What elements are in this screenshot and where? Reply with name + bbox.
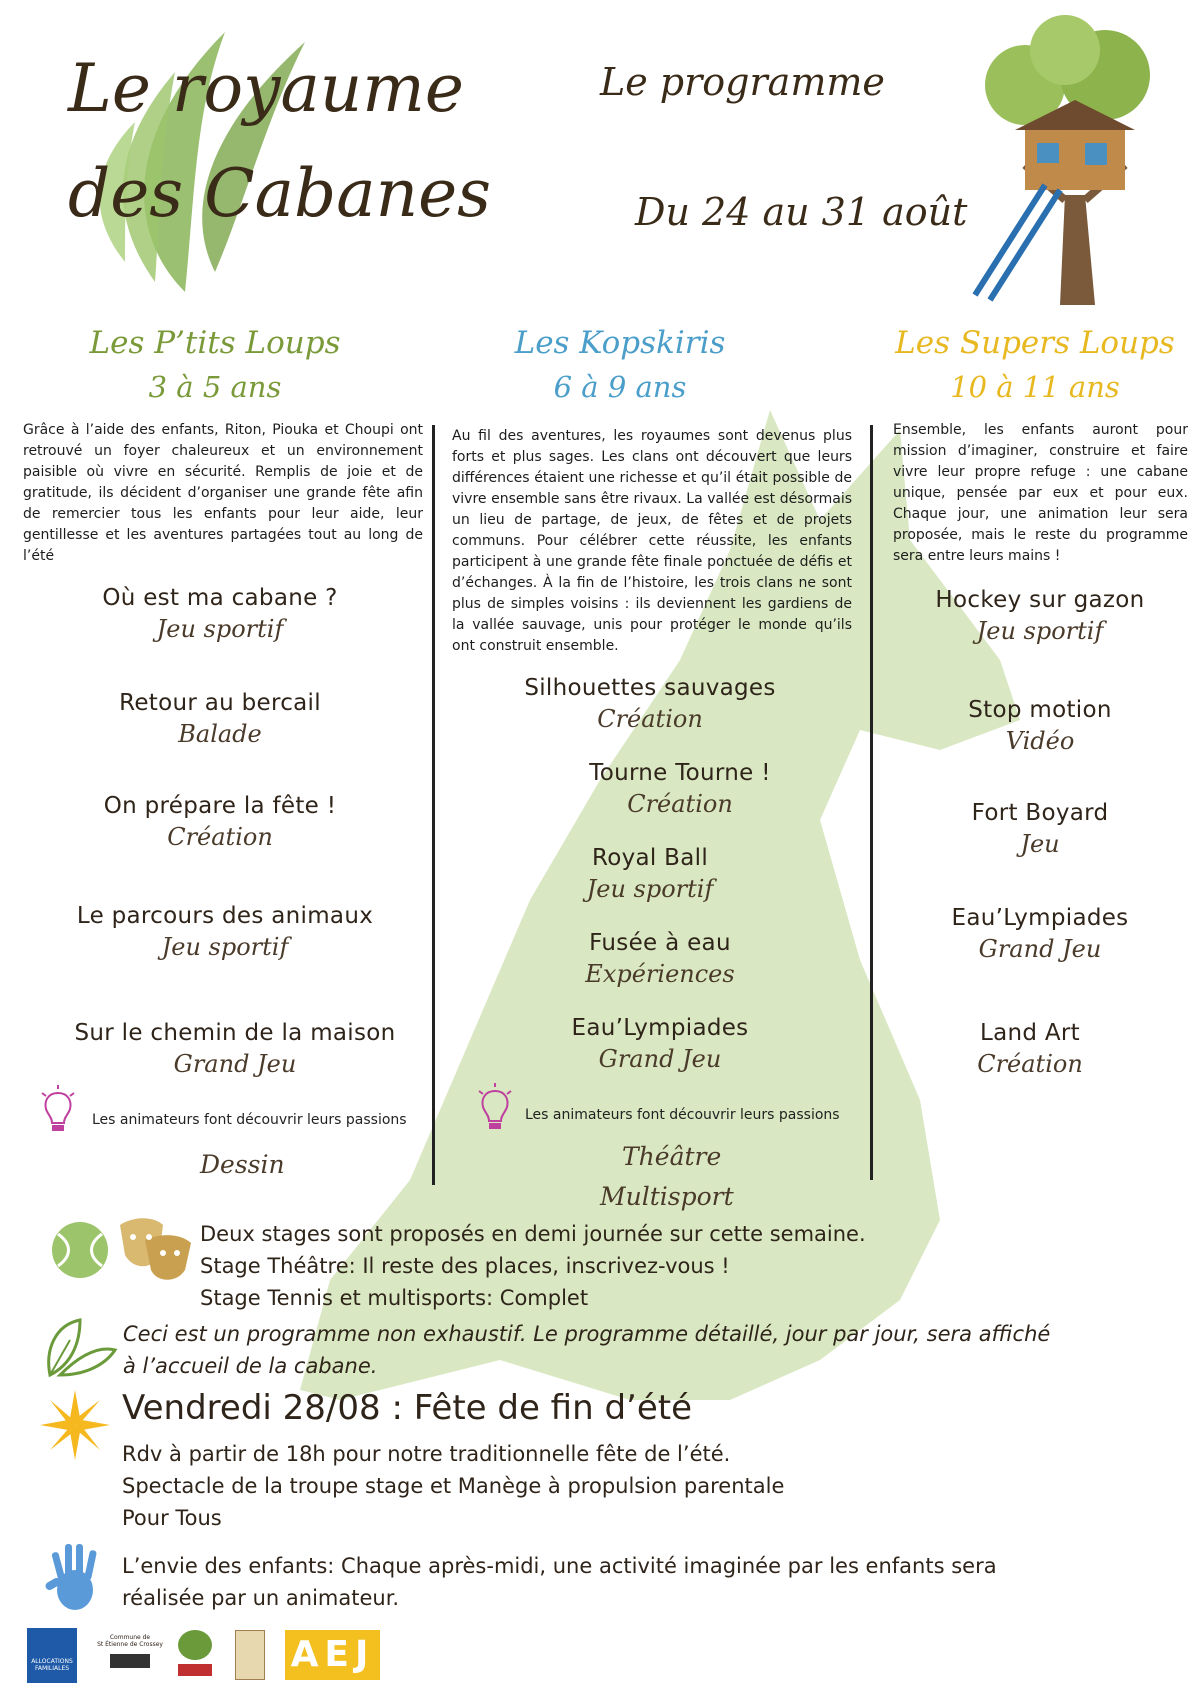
event-line-3: Pour Tous [122,1506,222,1530]
column-1-age: 3 à 5 ans [148,370,282,404]
stages-line-2: Stage Théâtre: Il reste des places, inscrivez-vous ! [200,1254,730,1278]
theater-masks-icon [115,1215,195,1285]
column-3-age: 10 à 11 ans [950,370,1120,404]
activity-item: On prépare la fête ! Création [103,793,337,851]
activity-item: Stop motion Vidéo [968,697,1112,755]
passion-item: Multisport [600,1182,734,1211]
dates: Du 24 au 31 août [635,190,968,234]
column-3-title: Les Supers Loups [895,325,1175,361]
activity-item: Eau’Lympiades Grand Jeu [571,1015,749,1073]
activity-item: Retour au bercail Balade [119,690,321,748]
main-title-line1: Le royaume [68,50,464,127]
activity-item: Royal Ball Jeu sportif [586,845,714,903]
kids-wish-line-2: réalisée par un animateur. [122,1586,400,1610]
activity-item: Le parcours des animaux Jeu sportif [76,903,374,961]
activity-item: Sur le chemin de la maison Grand Jeu [74,1020,396,1078]
column-divider [432,425,435,1185]
subtitle: Le programme [600,60,885,104]
event-line-2: Spectacle de la troupe stage et Manège à propulsion parentale [122,1474,785,1498]
column-3-description: Ensemble, les enfants auront pour mission d’imaginer, construire et faire vivre leur propre refuge : une cabane unique, pensée par eux et pour eux. Chaque jour, une animation leur sera proposée, mais le reste du programme sera entre leurs mains ! [893,422,1188,564]
kids-wish-line-1: L’envie des enfants: Chaque après-midi, une activité imaginée par les enfants sera [122,1554,997,1578]
activity-item: Eau’Lympiades Grand Jeu [951,905,1129,963]
activity-item: Fort Boyard Jeu [971,800,1109,858]
commune-logo: Commune de St Étienne de Crossey [95,1630,165,1680]
note-line-1: Ceci est un programme non exhaustif. Le programme détaillé, jour par jour, sera affiché [123,1322,1051,1346]
main-title-line2: des Cabanes [68,155,492,232]
lightbulb-icon [38,1085,78,1135]
activity-item: Fusée à eau Expériences [585,930,735,988]
tree-logo [175,1630,215,1680]
column-2-description: Au fil des aventures, les royaumes sont devenus plus forts et plus sages. Les clans ont découvert que leurs différences étaient une richesse et qu’il était possible de vivre ensemble sans être rivaux. La vallée est désormais un lieu de partage, de jeux, de fêtes et de projets communs. Pour célébrer cette réussite, les enfants participent à une grande fête finale ponctuée de défis et d’échanges. À la fin de l’histoire, les trois clans ne sont plus de simples voisins : ils deviennent les gardiens de la vallée sauvage, unis pour protéger le monde qu’ils ont construit ensemble. [452,428,852,654]
caf-logo: ALLOCATIONS FAMILIALES [27,1628,77,1683]
activity-item: Hockey sur gazon Jeu sportif [935,587,1145,645]
activity-item: Où est ma cabane ? Jeu sportif [102,585,338,643]
stages-line-1: Deux stages sont proposés en demi journée sur cette semaine. [200,1222,866,1246]
passion-item: Dessin [200,1150,285,1179]
stages-line-3: Stage Tennis et multisports: Complet [200,1286,589,1310]
activity-item: Silhouettes sauvages Création [524,675,776,733]
aej-logo: AEJ [285,1630,380,1680]
handprint-icon [45,1540,105,1615]
sun-icon [40,1390,110,1460]
column-2-title: Les Kopskiris [514,325,726,361]
column-2-age: 6 à 9 ans [553,370,687,404]
event-title: Vendredi 28/08 : Fête de fin d’été [122,1388,693,1428]
note-line-2: à l’accueil de la cabane. [123,1354,378,1378]
tennis-ball-icon [50,1220,110,1280]
lightbulb-icon [475,1083,515,1133]
column-1-title: Les P’tits Loups [89,325,341,361]
treehouse-icon [965,15,1165,305]
passions-label: Les animateurs font découvrir leurs passions [525,1107,840,1123]
partner-logo [235,1630,265,1680]
passions-label: Les animateurs font découvrir leurs passions [92,1112,407,1128]
column-1-description: Grâce à l’aide des enfants, Riton, Piouka et Choupi ont retrouvé un foyer chaleureux et un environnement paisible où vivre en sécurité. Remplis de joie et de gratitude, ils décident d’organiser une grande fête afin de remercier tous les enfants pour leur aide, leur gentillesse et les aventures partagées tout au long de l’été [23,422,423,564]
activity-item: Tourne Tourne ! Création [589,760,771,818]
event-line-1: Rdv à partir de 18h pour notre traditionnelle fête de l’été. [122,1442,731,1466]
plant-icon [40,1310,120,1380]
passion-item: Théâtre [622,1142,722,1171]
activity-item: Land Art Création [977,1020,1083,1078]
